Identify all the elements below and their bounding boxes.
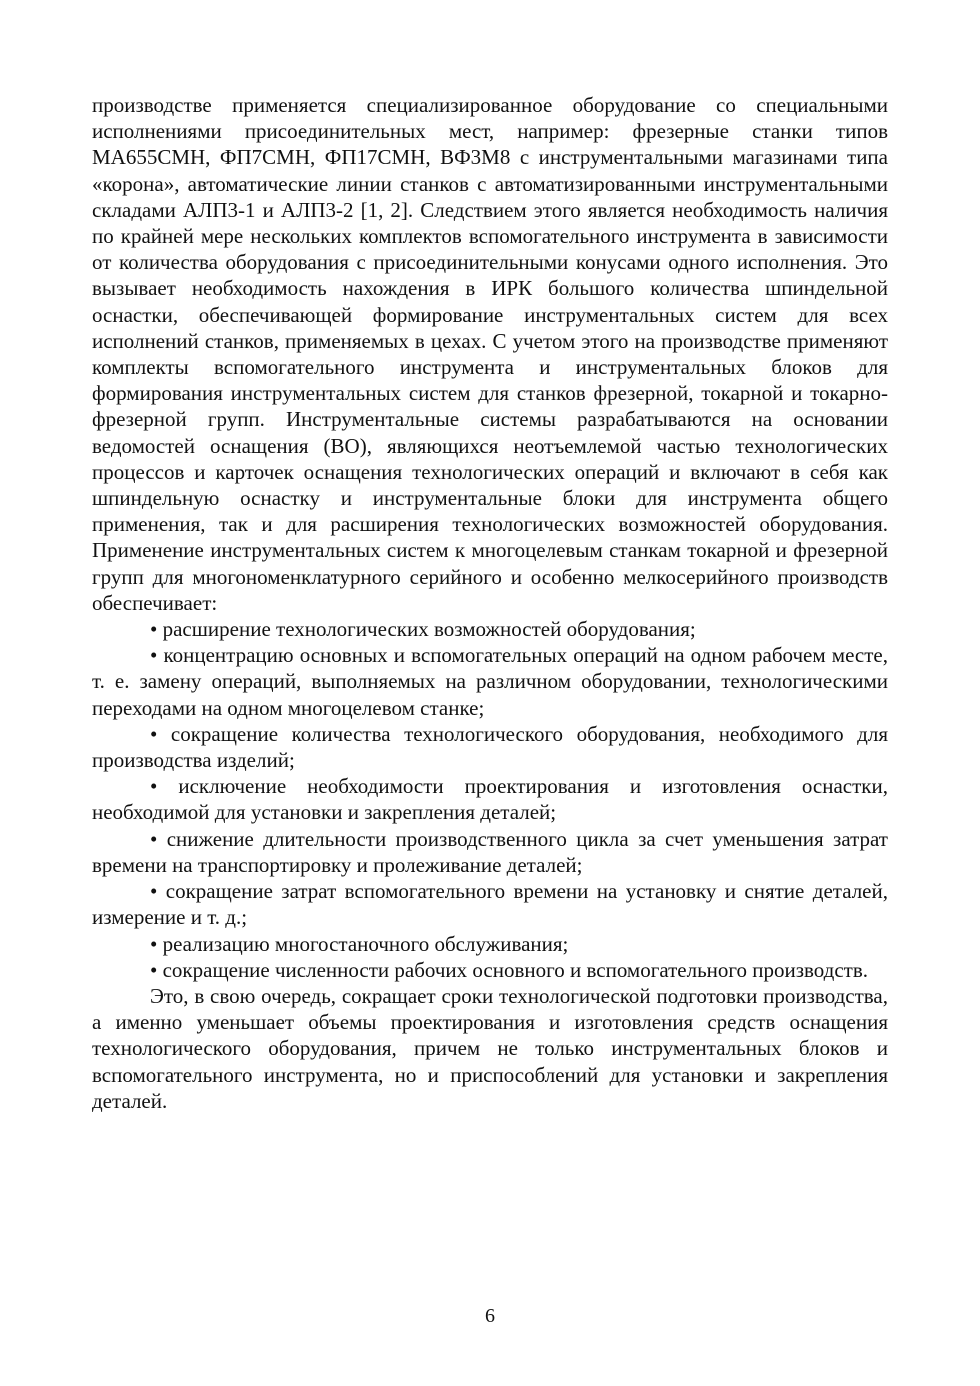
paragraph-conclusion: Это, в свою очередь, сокращает сроки технологической подготовки производства, а именно уменьшает объемы проектирования и изготовления средств оснащения технологического оборудования, причем не только инструментальных блоков и вспомогательного инструмента, но и приспособлений для установки и закрепления деталей. xyxy=(92,983,888,1113)
bullet-item: • расширение технологических возможностей оборудования; xyxy=(150,617,696,642)
page-body xyxy=(92,92,888,1114)
bullet-item: • сокращение затрат вспомогательного времени на установку и снятие деталей, измерение и т. д.; xyxy=(92,879,888,930)
bullet-item: • концентрацию основных и вспомогательных операций на одном рабочем месте, т. е. замену операций, выполняемых на различном оборудовании, технологическими переходами на одном многоцелевом станке; xyxy=(92,643,888,720)
bullet-item: • реализацию многостаночного обслуживания; xyxy=(150,931,569,956)
paragraph-intro: производстве применяется специализированное оборудование со специальными исполнениями присоединительных мест, например: фрезерные станки типов МА655СМН, ФП7СМН, ФП17СМН, ВФ3М8 с инструментальными магазинами типа «корона», автоматические линии станков с автоматизированными инструментальными складами АЛП3-1 и АЛП3-2 [1, 2]. Следствием этого является необходимость наличия по крайней мере нескольких комплектов вспомогательного инструмента в зависимости от количества оборудования с присоединительными конусами одного исполнения. Это вызывает необходимость нахождения в ИРК большого количества шпиндельной оснастки, обеспечивающей формирование инструментальных систем для всех исполнений станков, применяемых в цехах. С учетом этого на производстве применяют комплекты вспомогательного инструмента и инструментальных блоков для формирования инструментальных систем для станков фрезерной, токарной и токарно-фрезерной групп. Инструментальные системы разрабатываются на основании ведомостей оснащения (ВО), являющихся неотъемлемой частью технологических процессов и карточек оснащения технологических операций и включают в себя как шпиндельную оснастку и инструментальные блоки для инструмента общего применения, так и для расширения технологических возможностей оборудования. Применение инструментальных систем к многоцелевым станкам токарной и фрезерной групп для многономенклатурного серийного и особенно мелкосерийного производств обеспечивает: xyxy=(92,93,888,615)
page-number: 6 xyxy=(485,1305,495,1327)
bullet-item: • сокращение численности рабочих основного и вспомогательного производств. xyxy=(150,957,869,982)
bullet-item: • снижение длительности производственного цикла за счет уменьшения затрат времени на транспортировку и пролеживание деталей; xyxy=(92,826,888,877)
bullet-item: • сокращение количества технологического оборудования, необходимого для производства изделий; xyxy=(92,721,888,773)
bullet-item: • исключение необходимости проектирования и изготовления оснастки, необходимой для установки и закрепления деталей; xyxy=(92,774,888,825)
